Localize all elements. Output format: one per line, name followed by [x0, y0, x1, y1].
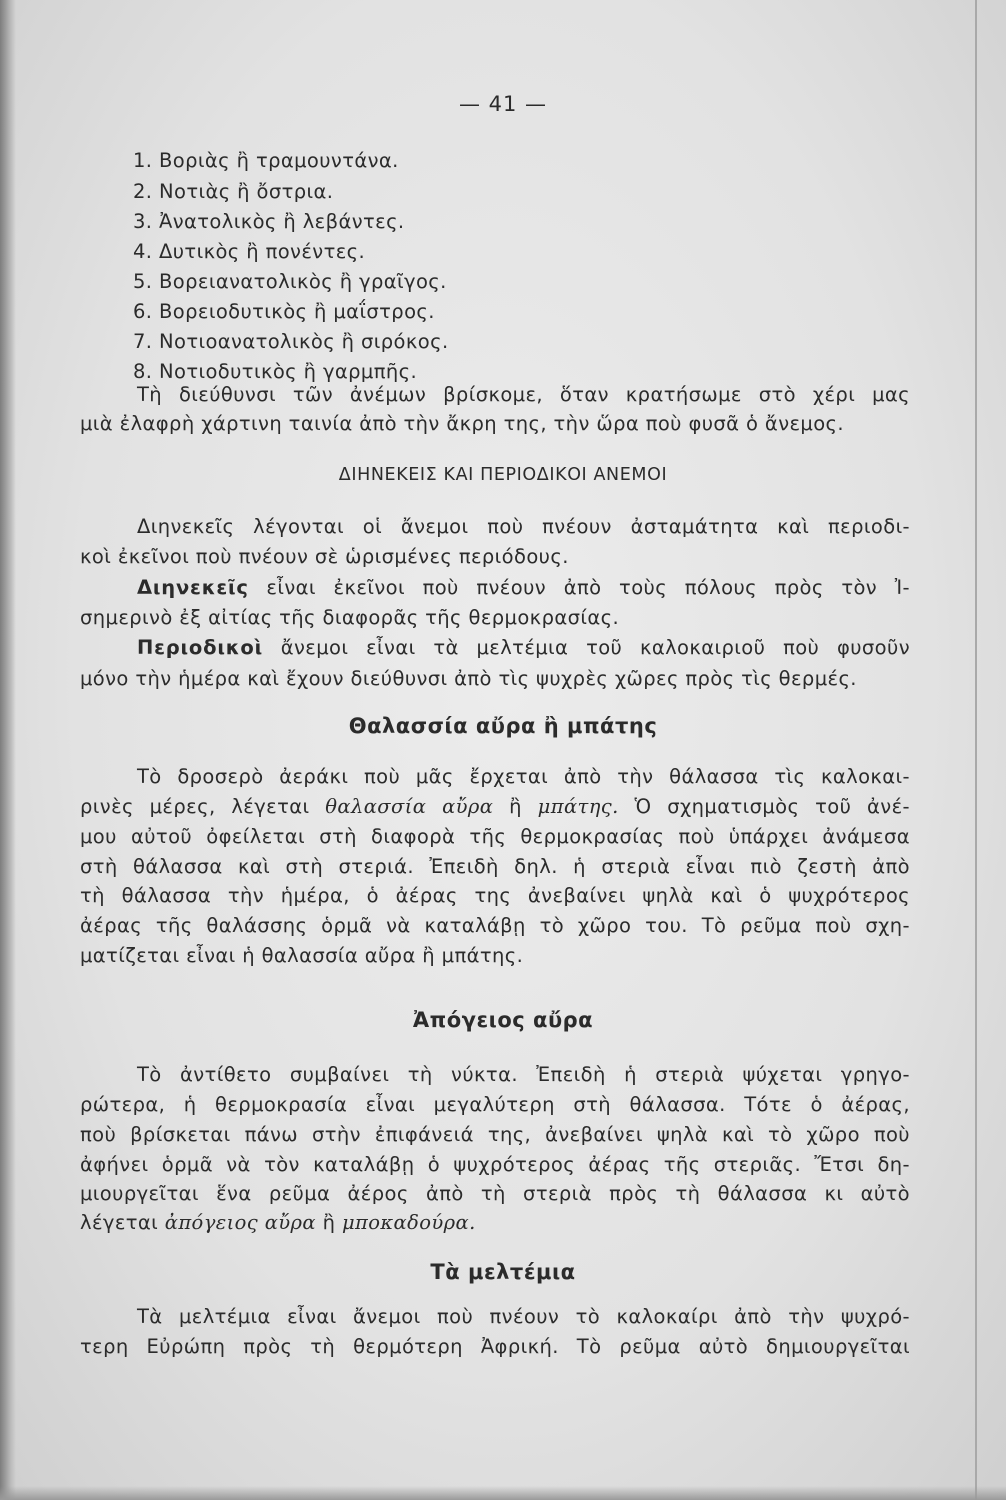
paragraph-line: [80, 792, 910, 822]
paragraph-line: Τὸ δροσερὸ ἀεράκι ποὺ μᾶς ἔρχεται ἀπὸ τὴν θάλασσα τὶς καλοκαι-: [137, 765, 910, 788]
wind-list-item: 4. Δυτικὸς ἢ πονέντες.: [133, 240, 366, 263]
wind-list-item: 6. Βορειοδυτικὸς ἢ μαΐστρος.: [133, 300, 435, 323]
paragraph-line: ρώτερα, ἡ θερμοκρασία εἶναι μεγαλύτερη στὴ θάλασσα. Τότε ὁ ἀέρας,: [80, 1093, 910, 1116]
paragraph-line: Τὸ ἀντίθετο συμβαίνει τὴ νύκτα. Ἐπειδὴ ἡ στεριὰ ψύχεται γρηγο-: [137, 1063, 910, 1086]
page-number: — 41 —: [458, 92, 548, 116]
paragraph-line: ματίζεται εἶναι ἡ θαλασσία αὔρα ἢ μπάτης.: [80, 944, 524, 967]
wind-list-item: 7. Νοτιοανατολικὸς ἢ σιρόκος.: [133, 330, 449, 353]
section-heading-meltemia: Τὰ μελτέμια: [430, 1260, 576, 1284]
wind-list-item: 1. Βοριὰς ἢ τραμουντάνα.: [133, 149, 399, 172]
paragraph-line: [80, 1208, 910, 1238]
paragraph-line: μιὰ ἐλαφρὴ χάρτινη ταινία ἀπὸ τὴν ἄκρη της, τὴν ὥρα ποὺ φυσᾶ ὁ ἄνεμος.: [80, 412, 845, 435]
paragraph-line: ἀέρας τῆς θαλάσσης ὁρμᾶ νὰ καταλάβῃ τὸ χῶρο του. Τὸ ρεῦμα ποὺ σχη-: [80, 914, 910, 937]
paragraph-line: σημερινὸ ἐξ αἰτίας τῆς διαφορᾶς τῆς θερμοκρασίας.: [80, 606, 620, 629]
paragraph-line: τερη Εὐρώπη πρὸς τὴ θερμότερη Ἀφρική. Τὸ ρεῦμα αὐτὸ δημιουργεῖται: [80, 1335, 910, 1358]
section-heading-sea-breeze: Θαλασσία αὔρα ἢ μπάτης: [348, 714, 658, 738]
paragraph-text: ἢ: [315, 1211, 342, 1234]
paragraph-line: ἀφήνει ὁρμᾶ νὰ τὸν καταλάβῃ ὁ ψυχρότερος ἀέρας τῆς στεριᾶς. Ἔτσι δη-: [80, 1153, 910, 1176]
term-continuous: Διηνεκεῖς: [137, 576, 249, 599]
wind-list-item: 8. Νοτιοδυτικὸς ἢ γαρμπῆς.: [133, 360, 418, 383]
paragraph-line: στὴ θάλασσα καὶ στὴ στεριά. Ἐπειδὴ δηλ. ἡ στεριὰ εἶναι πιὸ ζεστὴ ἀπὸ: [80, 855, 910, 878]
term-mpokadoura: μποκαδούρα.: [341, 1211, 476, 1234]
page-bottom-shadow: [0, 1486, 1006, 1500]
wind-list-item: 5. Βορειανατολικὸς ἢ γραῖγος.: [133, 270, 447, 293]
paragraph-line: μιουργεῖται ἕνα ρεῦμα ἀέρος ἀπὸ τὴ στεριὰ πρὸς τὴ θάλασσα κι αὐτὸ: [80, 1182, 910, 1205]
term-land-breeze: ἀπόγειος αὔρα: [164, 1211, 316, 1234]
paragraph-line: κοὶ ἐκεῖνοι ποὺ πνέουν σὲ ὡρισμένες περιόδους.: [80, 545, 569, 568]
paragraph-text: εἶναι ἐκεῖνοι ποὺ πνέουν ἀπὸ τοὺς πόλους πρὸς τὸν Ἰ-: [248, 576, 910, 599]
paragraph-line: [80, 633, 910, 663]
term-periodic: Περιοδικοὶ: [137, 636, 263, 659]
term-sea-breeze: θαλασσία αὔρα: [325, 795, 494, 818]
wind-list-item: 2. Νοτιὰς ἢ ὄστρια.: [133, 180, 334, 203]
term-mpatis: μπάτης.: [537, 795, 619, 818]
paragraph-line: Τὴ διεύθυνσι τῶν ἀνέμων βρίσκομε, ὅταν κρατήσωμε στὸ χέρι μας: [137, 383, 910, 406]
paragraph-line: Τὰ μελτέμια εἶναι ἄνεμοι ποὺ πνέουν τὸ καλοκαίρι ἀπὸ τὴν ψυχρό-: [137, 1305, 910, 1328]
paragraph-line: [80, 573, 910, 603]
paragraph-line: τὴ θάλασσα τὴν ἡμέρα, ὁ ἀέρας της ἀνεβαίνει ψηλὰ καὶ ὁ ψυχρότερος: [80, 884, 910, 907]
paragraph-line: μου αὐτοῦ ὀφείλεται στὴ διαφορὰ τῆς θερμοκρασίας ποὺ ὑπάρχει ἀνάμεσα: [80, 825, 910, 848]
wind-list-item: 3. Ἀνατολικὸς ἢ λεβάντες.: [133, 210, 405, 233]
section-heading-land-breeze: Ἀπόγειος αὔρα: [412, 1008, 594, 1032]
paragraph-text: λέγεται: [80, 1211, 165, 1234]
paragraph-text: ρινὲς μέρες, λέγεται: [80, 795, 326, 818]
section-heading-continuous-periodic: ΔΙΗΝΕΚΕΙΣ ΚΑΙ ΠΕΡΙΟΔΙΚΟΙ ΑΝΕΜΟΙ: [338, 465, 668, 485]
paragraph-line: ποὺ βρίσκεται πάνω στὴν ἐπιφάνειά της, ἀνεβαίνει ψηλὰ καὶ τὸ χῶρο ποὺ: [80, 1123, 910, 1146]
paragraph-text: ἄνεμοι εἶναι τὰ μελτέμια τοῦ καλοκαιριοῦ ποὺ φυσοῦν: [262, 636, 910, 659]
paragraph-line: Διηνεκεῖς λέγονται οἱ ἄνεμοι ποὺ πνέουν ἀσταμάτητα καὶ περιοδι-: [137, 515, 910, 538]
paragraph-text: ἢ: [493, 795, 538, 818]
paragraph-text: Ὁ σχηματισμὸς τοῦ ἀνέ-: [618, 795, 910, 818]
paragraph-line: μόνο τὴν ἡμέρα καὶ ἔχουν διεύθυνσι ἀπὸ τὶς ψυχρὲς χῶρες πρὸς τὶς θερμές.: [80, 667, 857, 690]
